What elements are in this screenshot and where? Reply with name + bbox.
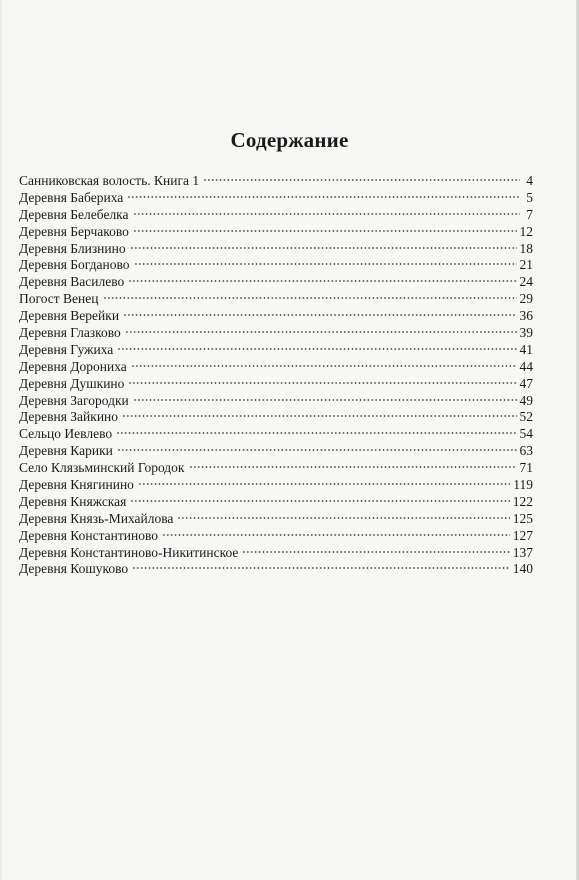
toc-entry-page-number: 71 — [519, 460, 533, 476]
toc-entry — [19, 207, 533, 224]
toc-entry-title: Деревня Зайкино — [19, 409, 119, 425]
toc-entry-page-number: 39 — [519, 325, 533, 341]
toc-entry — [19, 511, 533, 528]
toc-dot-leader — [116, 431, 516, 435]
toc-dot-leader — [162, 533, 510, 537]
toc-entry-page-number: 52 — [519, 409, 533, 425]
toc-dot-leader — [123, 313, 516, 317]
toc-entry-page-number: 127 — [512, 527, 533, 543]
toc-entry-page-number: 119 — [513, 477, 533, 493]
toc-entry — [19, 409, 533, 426]
toc-dot-leader — [133, 398, 517, 402]
toc-dot-leader — [242, 550, 509, 554]
toc-entry-page-number: 41 — [519, 341, 533, 357]
toc-dot-leader — [132, 566, 510, 570]
toc-entry-title: Деревня Глазково — [19, 325, 121, 341]
toc-entry-page-number: 18 — [519, 240, 533, 256]
toc-dot-leader — [189, 465, 517, 469]
toc-entry — [19, 494, 533, 511]
toc-entry-page-number: 63 — [519, 443, 533, 459]
toc-entry — [19, 224, 533, 241]
toc-entry-page-number: 44 — [519, 358, 533, 374]
toc-entry-title: Деревня Константиново-Никитинское — [19, 544, 239, 560]
toc-entry-page-number: 125 — [512, 510, 533, 526]
toc-dot-leader — [130, 499, 509, 503]
toc-entry — [19, 477, 533, 494]
toc-entry — [19, 460, 533, 477]
toc-dot-leader — [138, 482, 510, 486]
toc-entry-title: Сельцо Иевлево — [19, 426, 113, 442]
toc-entry — [19, 190, 533, 207]
toc-entry-page-number: 7 — [526, 206, 533, 222]
toc-entry-title: Деревня Карики — [19, 443, 113, 459]
toc-dot-leader — [128, 381, 516, 385]
toc-entry-title: Деревня Богданово — [19, 257, 130, 273]
toc-entry — [19, 545, 533, 562]
toc-entry-page-number: 29 — [519, 291, 533, 307]
toc-dot-leader — [117, 347, 516, 351]
toc-dot-leader — [125, 330, 517, 334]
toc-dot-leader — [133, 212, 520, 216]
toc-entry-title: Деревня Василево — [19, 274, 125, 290]
toc-entry — [19, 308, 533, 325]
toc-dot-leader — [133, 229, 517, 233]
toc-entry-page-number: 137 — [512, 544, 533, 560]
toc-entry-title: Деревня Бабериха — [19, 189, 124, 205]
toc-dot-leader — [128, 279, 516, 283]
toc-entry-title: Деревня Близнино — [19, 240, 126, 256]
toc-dot-leader — [134, 262, 517, 266]
toc-entry-title: Деревня Константиново — [19, 527, 159, 543]
toc-entry-title: Деревня Гужиха — [19, 341, 114, 357]
toc-entry — [19, 426, 533, 443]
toc-dot-leader — [203, 178, 520, 182]
toc-entry — [19, 443, 533, 460]
toc-entry-page-number: 47 — [519, 375, 533, 391]
toc-entry-page-number: 5 — [526, 189, 533, 205]
toc-entry-title: Село Клязьминский Городок — [19, 460, 185, 476]
toc-entry-page-number: 12 — [519, 223, 533, 239]
toc-entry-page-number: 49 — [519, 392, 533, 408]
toc-entry — [19, 359, 533, 376]
toc-entry — [19, 241, 533, 258]
toc-entry-title: Деревня Загородки — [19, 392, 129, 408]
toc-entry-title: Погост Венец — [19, 291, 99, 307]
table-of-contents — [19, 173, 533, 578]
toc-entry-title: Деревня Княжская — [19, 493, 127, 509]
toc-entry-title: Деревня Дорониха — [19, 358, 127, 374]
toc-entry-page-number: 36 — [519, 308, 533, 324]
toc-entry-page-number: 21 — [519, 257, 533, 273]
toc-entry-page-number: 24 — [519, 274, 533, 290]
toc-entry-page-number: 122 — [512, 493, 533, 509]
toc-entry — [19, 257, 533, 274]
toc-entry — [19, 528, 533, 545]
toc-entry-title: Деревня Берчаково — [19, 223, 129, 239]
toc-entry — [19, 561, 533, 578]
toc-entry-title: Деревня Князь-Михайлова — [19, 510, 174, 526]
toc-entry-title: Деревня Верейки — [19, 308, 120, 324]
toc-entry-title: Деревня Белебелка — [19, 206, 129, 222]
toc-entry-page-number: 140 — [512, 561, 533, 577]
toc-entry — [19, 342, 533, 359]
toc-entry-page-number: 54 — [519, 426, 533, 442]
toc-entry-title: Деревня Душкино — [19, 375, 125, 391]
toc-dot-leader — [131, 364, 517, 368]
toc-dot-leader — [177, 516, 509, 520]
toc-entry — [19, 393, 533, 410]
toc-dot-leader — [103, 296, 517, 300]
toc-dot-leader — [130, 246, 517, 250]
toc-entry — [19, 291, 533, 308]
toc-entry-title: Санниковская волость. Книга 1 — [19, 173, 200, 188]
toc-entry — [19, 376, 533, 393]
toc-dot-leader — [117, 448, 517, 452]
toc-entry-title: Деревня Княгинино — [19, 477, 134, 493]
toc-dot-leader — [122, 414, 516, 418]
toc-entry-title: Деревня Кошуково — [19, 561, 129, 577]
toc-entry — [19, 325, 533, 342]
toc-entry — [19, 274, 533, 291]
toc-entry — [19, 173, 533, 190]
page-title: Содержание — [230, 128, 349, 152]
toc-entry-page-number: 4 — [526, 173, 533, 188]
toc-dot-leader — [127, 195, 520, 199]
